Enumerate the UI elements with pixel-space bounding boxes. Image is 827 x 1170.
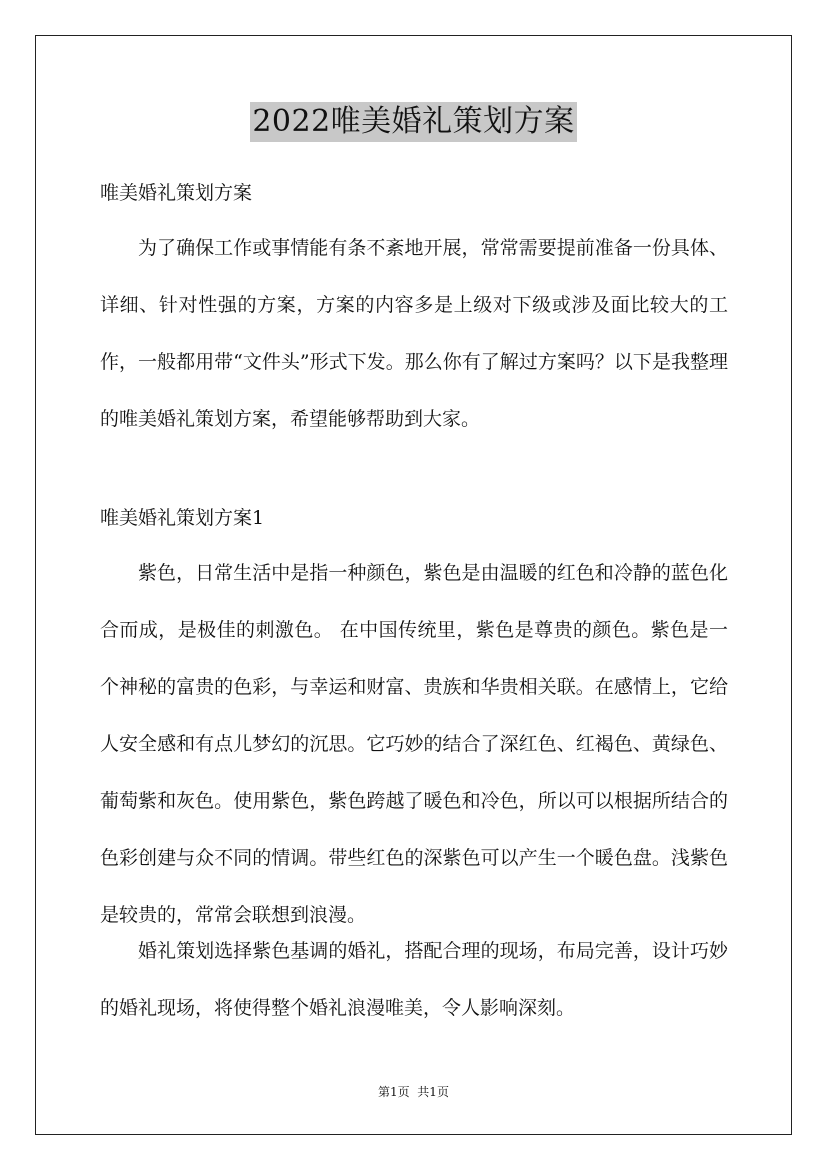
intro-heading: 唯美婚礼策划方案: [100, 182, 253, 204]
title-container: [0, 102, 827, 142]
section-1-heading: 唯美婚礼策划方案1: [100, 507, 265, 529]
intro-paragraph: 为了确保工作或事情能有条不紊地开展，常常需要提前准备一份具体、详细、针对性强的方案，方案的内容多是上级对下级或涉及面比较大的工作，一般都用带“文件头”形式下发。那么你有了解过方案吗？以下是我整理的唯美婚礼策划方案，希望能够帮助到大家。: [100, 237, 728, 430]
page-number-footer: 第1页 共1页: [378, 1085, 449, 1099]
section-1-paragraph-1: 紫色，日常生活中是指一种颜色，紫色是由温暖的红色和冷静的蓝色化合而成，是极佳的刺激色。 在中国传统里，紫色是尊贵的颜色。紫色是一个神秘的富贵的色彩，与幸运和财富、贵族和华贵相关联。在感情上，它给人安全感和有点儿梦幻的沉思。它巧妙的结合了深红色、红褐色、黄绿色、葡萄紫和灰色。使用紫色，紫色跨越了暖色和冷色，所以可以根据所结合的色彩创建与众不同的情调。带些红色的深紫色可以产生一个暖色盘。浅紫色是较贵的，常常会联想到浪漫。: [100, 562, 728, 926]
document-title: 2022唯美婚礼策划方案: [250, 102, 576, 142]
section-1-paragraph-2: 婚礼策划选择紫色基调的婚礼，搭配合理的现场，布局完善，设计巧妙的婚礼现场，将使得整个婚礼浪漫唯美，令人影响深刻。: [100, 940, 728, 1019]
